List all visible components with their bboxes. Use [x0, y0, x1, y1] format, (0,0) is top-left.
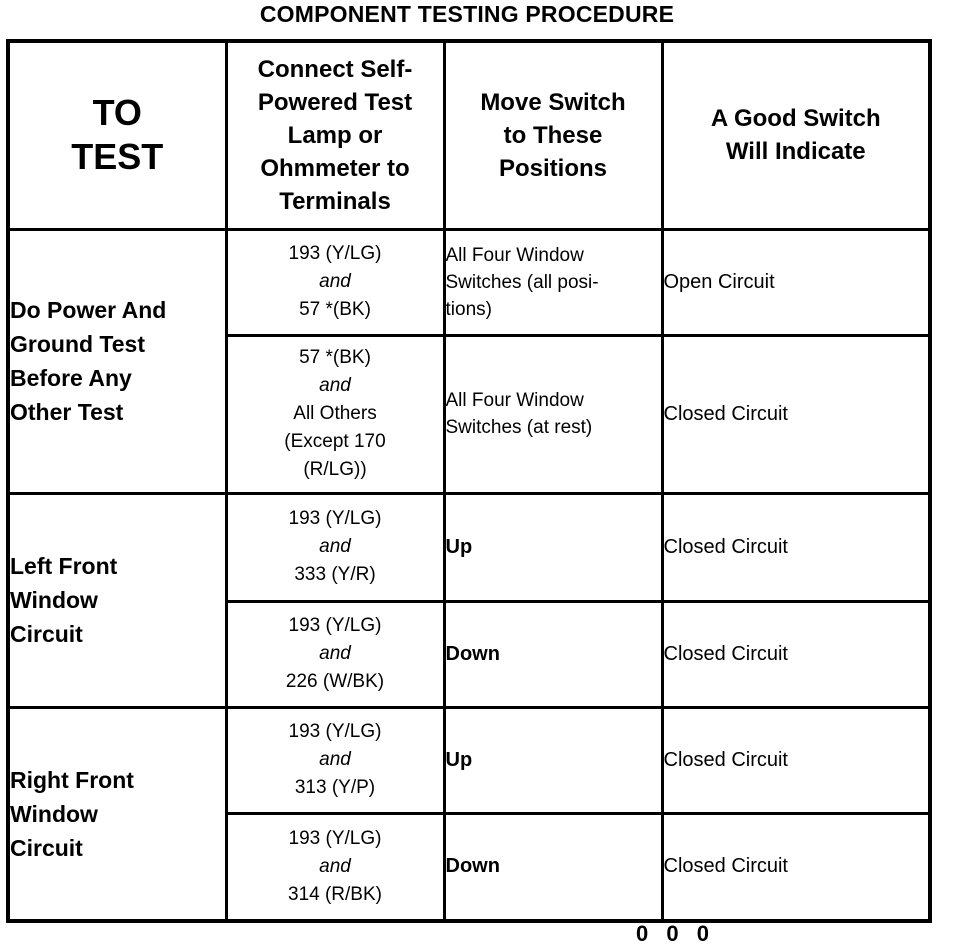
- header-line: Will Indicate: [725, 138, 866, 166]
- test-name-line: Do Power And: [10, 297, 167, 323]
- position-line: Up: [445, 535, 473, 558]
- test-name-line: Circuit: [10, 834, 83, 861]
- terminal-value: 193 (Y/LG): [288, 508, 382, 529]
- terminal-value: 226 (W/BK): [285, 671, 385, 692]
- test-name-line: Other Test: [10, 399, 124, 425]
- header-line: Positions: [498, 154, 607, 182]
- test-name-line: Window: [10, 800, 98, 827]
- test-name-left-front: [8, 493, 226, 707]
- test-name-line: Right Front: [10, 766, 134, 793]
- indication-cell: Closed Circuit: [662, 813, 930, 921]
- position-line: tions): [445, 298, 492, 320]
- terminals-cell: [226, 601, 444, 707]
- terminal-and: and: [319, 271, 351, 292]
- terminal-value: (R/LG)): [303, 459, 367, 480]
- position-line: Down: [445, 855, 500, 878]
- header-line: TO: [92, 92, 142, 134]
- header-line: TEST: [71, 136, 164, 178]
- header-line: Powered Test: [257, 88, 413, 116]
- test-name-right-front: [8, 707, 226, 921]
- terminal-value: (Except 170: [284, 431, 386, 452]
- terminal-value: 314 (R/BK): [288, 883, 382, 905]
- terminal-value: 193 (Y/LG): [288, 615, 382, 636]
- position-cell: [444, 601, 662, 707]
- test-name-line: Ground Test: [10, 331, 146, 357]
- terminal-value: All Others: [293, 403, 377, 424]
- position-line: Switches (all posi-: [445, 271, 599, 293]
- terminal-value: 193 (Y/LG): [288, 243, 382, 264]
- indication-cell: Closed Circuit: [662, 601, 930, 707]
- header-line: Lamp or: [287, 121, 383, 149]
- terminal-value: 193 (Y/LG): [288, 721, 382, 742]
- indication-cell: Open Circuit: [662, 229, 930, 335]
- terminal-value: 333 (Y/R): [294, 564, 376, 585]
- terminals-cell: [226, 813, 444, 921]
- terminal-value: 57 *(BK): [299, 347, 371, 368]
- header-connect-terminals: [226, 41, 444, 229]
- test-name-line: Window: [10, 587, 98, 613]
- position-cell: [444, 493, 662, 601]
- table-row: [8, 493, 930, 601]
- test-name-line: Before Any: [10, 365, 132, 391]
- header-line: Connect Self-: [257, 55, 413, 83]
- terminal-value: 57 *(BK): [299, 299, 371, 320]
- page-title: COMPONENT TESTING PROCEDURE: [259, 1, 675, 27]
- header-line: Terminals: [279, 187, 391, 215]
- position-line: Down: [445, 642, 500, 665]
- page-number: 0 0 0: [636, 921, 715, 946]
- table-row: [8, 707, 930, 813]
- header-line: A Good Switch: [710, 105, 881, 133]
- table-row: [8, 229, 930, 335]
- position-cell: [444, 707, 662, 813]
- terminal-and: and: [319, 643, 351, 664]
- position-line: Switches (at rest): [445, 417, 593, 438]
- position-cell: [444, 229, 662, 335]
- indication-cell: Closed Circuit: [662, 335, 930, 493]
- test-name-power-ground: [8, 229, 226, 493]
- position-cell: [444, 813, 662, 921]
- header-good-switch: [662, 41, 930, 229]
- header-row: [8, 41, 930, 229]
- position-line: All Four Window: [445, 244, 584, 266]
- terminal-and: and: [319, 855, 351, 877]
- terminal-and: and: [319, 375, 351, 396]
- terminals-cell: [226, 707, 444, 813]
- indication-cell: Closed Circuit: [662, 707, 930, 813]
- procedure-table: [6, 39, 932, 923]
- header-move-switch: [444, 41, 662, 229]
- test-name-line: Left Front: [10, 553, 118, 579]
- terminal-value: 313 (Y/P): [294, 777, 376, 798]
- terminals-cell: [226, 229, 444, 335]
- terminal-and: and: [319, 536, 351, 557]
- header-to-test: [8, 41, 226, 229]
- terminals-cell: [226, 493, 444, 601]
- terminal-value: 193 (Y/LG): [288, 827, 382, 849]
- indication-cell: Closed Circuit: [662, 493, 930, 601]
- header-line: Ohmmeter to: [260, 154, 410, 182]
- header-line: to These: [503, 121, 603, 149]
- header-line: Move Switch: [480, 88, 626, 116]
- position-cell: [444, 335, 662, 493]
- position-line: Up: [445, 748, 473, 771]
- terminal-and: and: [319, 749, 351, 770]
- terminals-cell: [226, 335, 444, 493]
- test-name-line: Circuit: [10, 621, 83, 647]
- position-line: All Four Window: [445, 390, 584, 411]
